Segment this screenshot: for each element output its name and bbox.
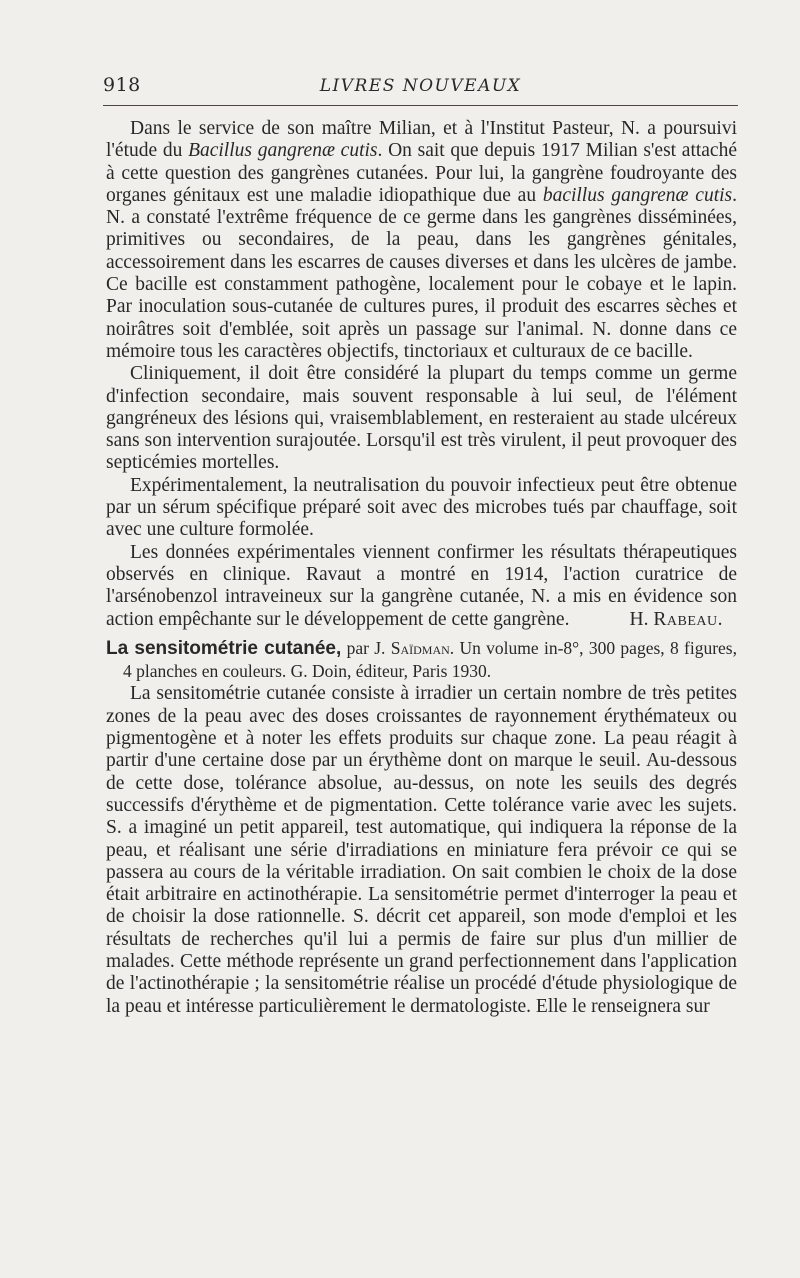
book-details: . Un volume in-8°, 300 pages, 8 figures, 4 planches en couleurs. G. Doin, éditeur, Paris 1930.	[123, 637, 737, 682]
header-rule	[103, 105, 738, 106]
page-number: 918	[103, 74, 141, 96]
review-signature: H. Rabeau.	[629, 608, 723, 630]
book-author: Saïdman	[390, 637, 450, 658]
running-title: LIVRES NOUVEAUX	[319, 76, 522, 96]
review1-paragraph-1: Dans le service de son maître Milian, et à l'Institut Pasteur, N. a poursuivi l'étude du Bacillus gangrenæ cutis. On sait que depuis 1917 Milian s'est attaché à cette question des gangrènes cutanées. Pour lui, la gangrène foudroyante des organes génitaux est une maladie idiopathique due au bacillus gangrenæ cutis. N. a constaté l'extrême fréquence de ce germe dans les gangrènes disséminées, primitives ou secondaires, de la peau, dans les gangrènes génitales, accessoirement dans les escarres de causes diverses et dans les ulcères de jambe. Ce bacille est constamment pathogène, localement pour le cobaye et le lapin. Par inoculation sous-cutanée de cultures pures, il produit des escarres sèches et noirâtres soit d'emblée, soit après un passage sur l'animal. N. donne dans ce mémoire tous les caractères objectifs, tinctoriaux et culturaux de ce bacille.	[106, 118, 737, 362]
review2-paragraph-1: La sensitométrie cutanée consiste à irradier un certain nombre de très petites zones de la peau avec des doses croissantes de rayonnement érythémateux ou pigmentogène et à noter les effets produits sur chaque zone. La peau réagit à partir d'une certaine dose par un érythème dont on marque le seuil. Au-dessous de cette dose, tolérance absolue, au-dessus, on note les seuils des degrés successifs d'érythème et de pigmentation. Cette tolérance varie avec les sujets. S. a imaginé un petit appareil, test automatique, qui indiquera la réponse de la peau, et réalisant une série d'irradiations en miniature fera prévoir ce qui se passera au cours de la véritable irradiation. On sait combien le choix de la dose était arbitraire en actinothérapie. La sensitométrie permet d'interroger la peau et de choisir la dose rationnelle. S. décrit cet appareil, son mode d'emploi et les résultats de recherches qu'il lui a permis de faire sur plus d'un millier de malades. Cette méthode représente un grand perfectionnement dans l'application de l'actinothérapie ; la sensitométrie réalise un procédé d'étude physiologique de la peau et intéresse particulièrement le dermatologiste. Elle le renseignera sur	[106, 683, 737, 1017]
review1-paragraph-3: Expérimentalement, la neutralisation du pouvoir infectieux peut être obtenue par un sérum spécifique préparé soit avec des microbes tués par chauffage, soit avec une culture formolée.	[106, 474, 737, 541]
body-text	[106, 118, 737, 1018]
species-name: Bacillus gangrenæ cutis	[188, 140, 378, 162]
book-title: La sensitométrie cutanée,	[106, 637, 342, 659]
review1-paragraph-2: Cliniquement, il doit être considéré la plupart du temps comme un germe d'infection secondaire, mais souvent responsable à lui seul, de l'élément gangréneux des lésions qui, vraisemblablement, en resteraient au stade ulcéreux sans son intervention surajoutée. Lorsqu'il est très virulent, il peut provoquer des septicémies mortelles.	[106, 363, 737, 474]
review1-paragraph-4: Les données expérimentales viennent confirmer les résultats thérapeutiques observés en clinique. Ravaut a montré en 1914, l'action curatrice de l'arsénobenzol intraveineux sur la gangrène cutanée, N. a mis en évidence son action empêchante sur le développement de cette gangrène.	[106, 541, 737, 630]
species-name: bacillus gangrenæ cutis	[542, 184, 733, 206]
page-header	[103, 74, 738, 104]
review2-heading: La sensitométrie cutanée, par J. Saïdman. Un volume in-8°, 300 pages, 8 figures, 4 planches en couleurs. G. Doin, éditeur, Paris 1930.	[106, 637, 737, 682]
